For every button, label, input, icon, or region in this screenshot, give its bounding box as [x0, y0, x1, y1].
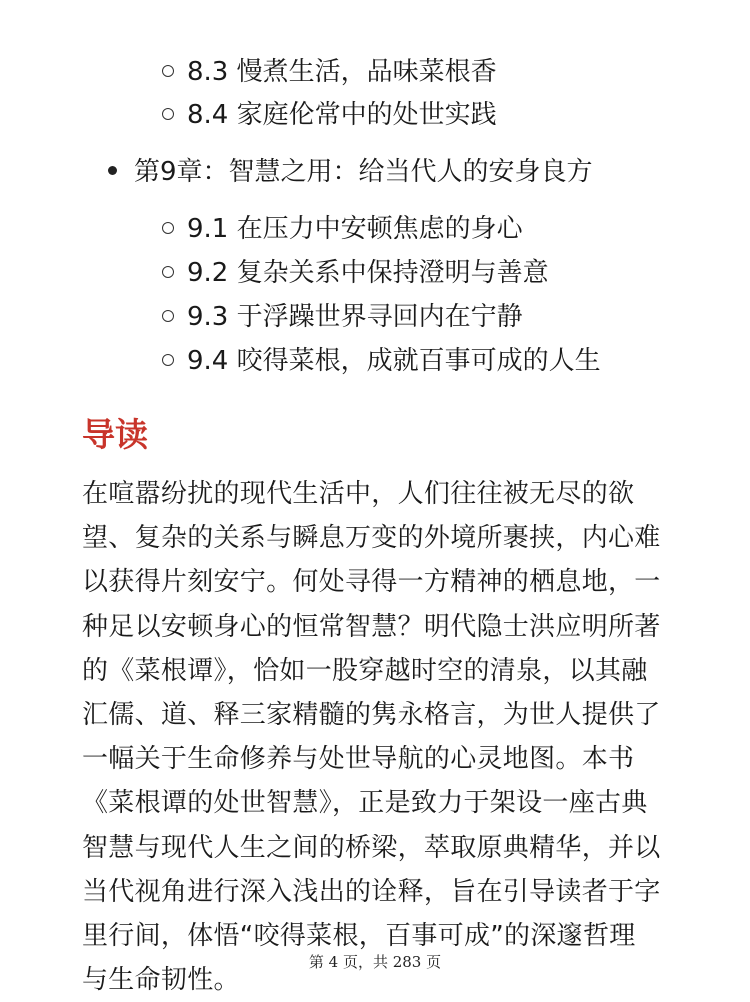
hollow-bullet-icon — [162, 222, 174, 234]
toc-item-label: 9.4 咬得菜根，成就百事可成的人生 — [187, 346, 601, 376]
paragraph-line: 望、复杂的关系与瞬息万变的外境所裹挟，内心难 — [82, 523, 661, 554]
section-heading: 导读 — [82, 415, 148, 454]
paragraph-line: 的《菜根谭》，恰如一股穿越时空的清泉，以其融 — [82, 655, 648, 686]
paragraph-line: 智慧与现代人生之间的桥梁，萃取原典精华，并以 — [82, 832, 661, 863]
toc-item-8-4[interactable] — [162, 98, 497, 132]
toc-item-9-3[interactable] — [162, 300, 523, 334]
toc-item-label: 8.4 家庭伦常中的处世实践 — [187, 100, 497, 130]
toc-item-label: 9.2 复杂关系中保持澄明与善意 — [187, 258, 549, 288]
toc-item-9-4[interactable] — [162, 344, 601, 378]
paragraph-line: 里行间，体悟“咬得菜根，百事可成”的深邃哲理 — [82, 921, 636, 952]
hollow-bullet-icon — [162, 266, 174, 278]
toc-item-label: 8.3 慢煮生活，品味菜根香 — [187, 57, 497, 87]
paragraph-line: 种足以安顿身心的恒常智慧？明代隐士洪应明所著 — [82, 611, 661, 642]
paragraph-line: 一幅关于生命修养与处世导航的心灵地图。本书 — [82, 744, 635, 775]
paragraph-line: 《菜根谭的处世智慧》，正是致力于架设一座古典 — [82, 788, 648, 819]
paragraph-line: 与生命韧性。 — [82, 965, 240, 996]
paragraph-line: 当代视角进行深入浅出的诠释，旨在引导读者于字 — [82, 876, 661, 907]
paragraph-line: 以获得片刻安宁。何处寻得一方精神的栖息地，一 — [82, 567, 661, 598]
toc-item-8-3[interactable] — [162, 55, 497, 89]
toc-item-label: 9.1 在压力中安顿焦虑的身心 — [187, 214, 523, 244]
hollow-bullet-icon — [162, 354, 174, 366]
page-number-footer: 第 4 页，共 283 页 — [308, 953, 442, 971]
toc-item-label: 9.3 于浮躁世界寻回内在宁静 — [187, 302, 523, 332]
toc-chapter-label: 第9章：智慧之用：给当代人的安身良方 — [134, 157, 593, 187]
paragraph-line: 汇儒、道、释三家精髓的隽永格言，为世人提供了 — [82, 700, 661, 731]
hollow-bullet-icon — [162, 310, 174, 322]
intro-paragraph — [82, 472, 672, 1002]
paragraph-line: 在喧嚣纷扰的现代生活中，人们往往被无尽的欲 — [82, 479, 635, 509]
hollow-bullet-icon — [162, 65, 174, 77]
filled-bullet-icon — [108, 166, 117, 175]
toc-item-9-1[interactable] — [162, 212, 523, 246]
hollow-bullet-icon — [162, 108, 174, 120]
toc-chapter-9[interactable] — [108, 155, 593, 189]
toc-item-9-2[interactable] — [162, 256, 549, 290]
